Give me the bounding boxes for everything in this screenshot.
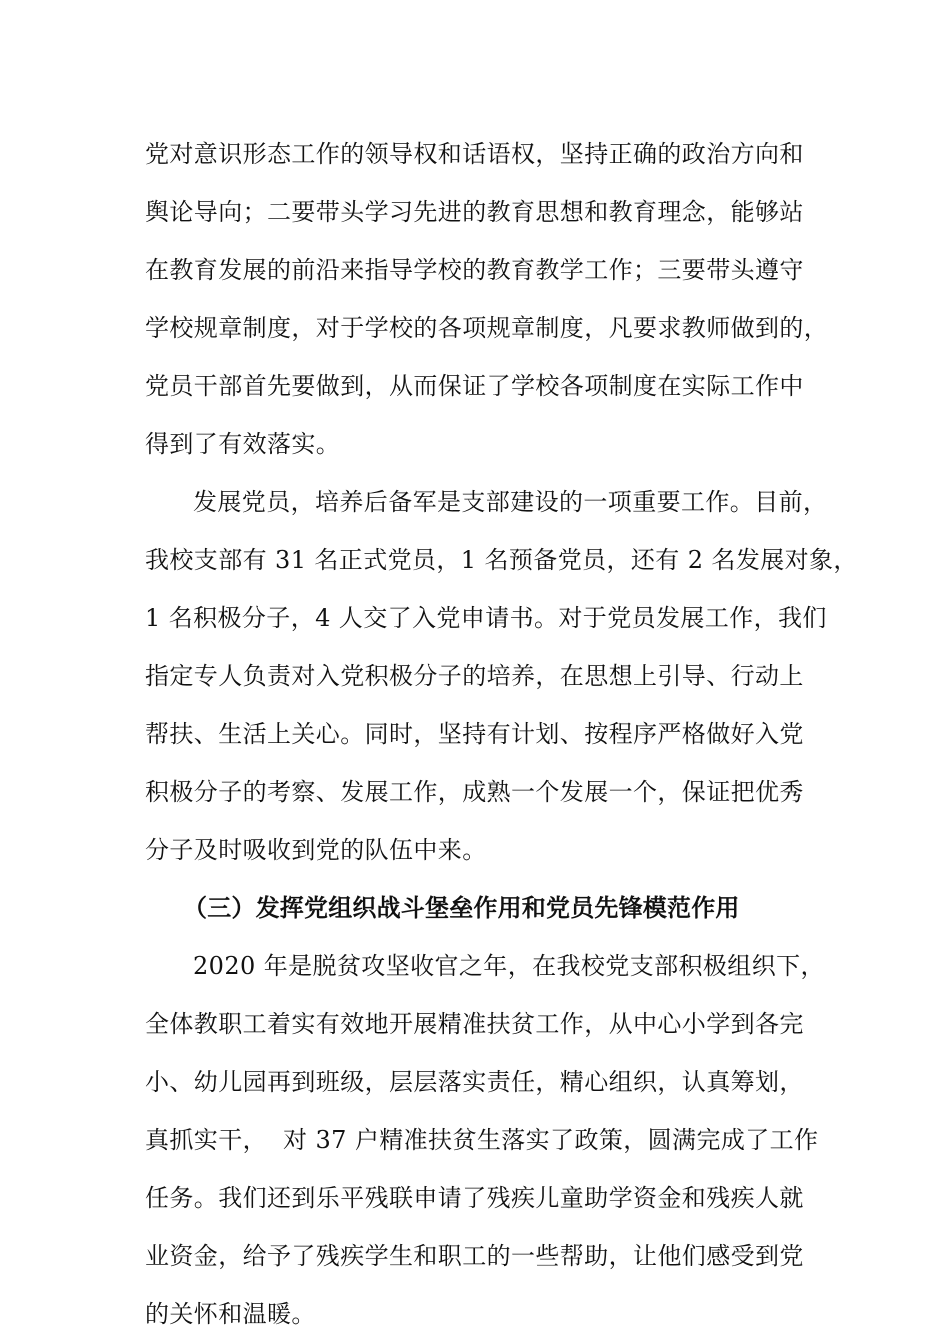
paragraph-3-line-2: 全体教职工着实有效地开展精准扶贫工作，从中心小学到各完 bbox=[145, 1010, 804, 1038]
paragraph-2-line-4: 指定专人负责对入党积极分子的培养，在思想上引导、行动上 bbox=[145, 662, 804, 690]
paragraph-2-line-7: 分子及时吸收到党的队伍中来。 bbox=[145, 836, 487, 864]
paragraph-1-line-5: 党员干部首先要做到，从而保证了学校各项制度在实际工作中 bbox=[145, 372, 804, 400]
paragraph-2-line-2: 我校支部有 31 名正式党员，1 名预备党员，还有 2 名发展对象， bbox=[145, 546, 858, 574]
paragraph-2-line-5: 帮扶、生活上关心。同时，坚持有计划、按程序严格做好入党 bbox=[145, 720, 804, 748]
paragraph-3-line-7: 的关怀和温暖。 bbox=[145, 1300, 316, 1328]
paragraph-3-line-5: 任务。我们还到乐平残联申请了残疾儿童助学资金和残疾人就 bbox=[145, 1184, 804, 1212]
paragraph-3-line-1: 2020 年是脱贫攻坚收官之年，在我校党支部积极组织下， bbox=[193, 952, 825, 980]
paragraph-2-line-6: 积极分子的考察、发展工作，成熟一个发展一个，保证把优秀 bbox=[145, 778, 804, 806]
section-heading: （三）发挥党组织战斗堡垒作用和党员先锋模范作用 bbox=[183, 894, 740, 922]
paragraph-1-line-4: 学校规章制度，对于学校的各项规章制度，凡要求教师做到的， bbox=[145, 314, 829, 342]
paragraph-1-line-1: 党对意识形态工作的领导权和话语权，坚持正确的政治方向和 bbox=[145, 140, 804, 168]
paragraph-3-line-6: 业资金，给予了残疾学生和职工的一些帮助，让他们感受到党 bbox=[145, 1242, 804, 1270]
paragraph-3-line-4: 真抓实干， 对 37 户精准扶贫生落实了政策，圆满完成了工作 bbox=[145, 1126, 819, 1154]
paragraph-1-line-6: 得到了有效落实。 bbox=[145, 430, 341, 458]
paragraph-2-line-3: 1 名积极分子，4 人交了入党申请书。对于党员发展工作，我们 bbox=[145, 604, 827, 632]
paragraph-3-line-3: 小、幼儿园再到班级，层层落实责任，精心组织，认真筹划， bbox=[145, 1068, 804, 1096]
paragraph-2-line-1: 发展党员，培养后备军是支部建设的一项重要工作。目前， bbox=[193, 488, 828, 516]
paragraph-1-line-3: 在教育发展的前沿来指导学校的教育教学工作；三要带头遵守 bbox=[145, 256, 804, 284]
paragraph-1-line-2: 舆论导向；二要带头学习先进的教育思想和教育理念，能够站 bbox=[145, 198, 804, 226]
